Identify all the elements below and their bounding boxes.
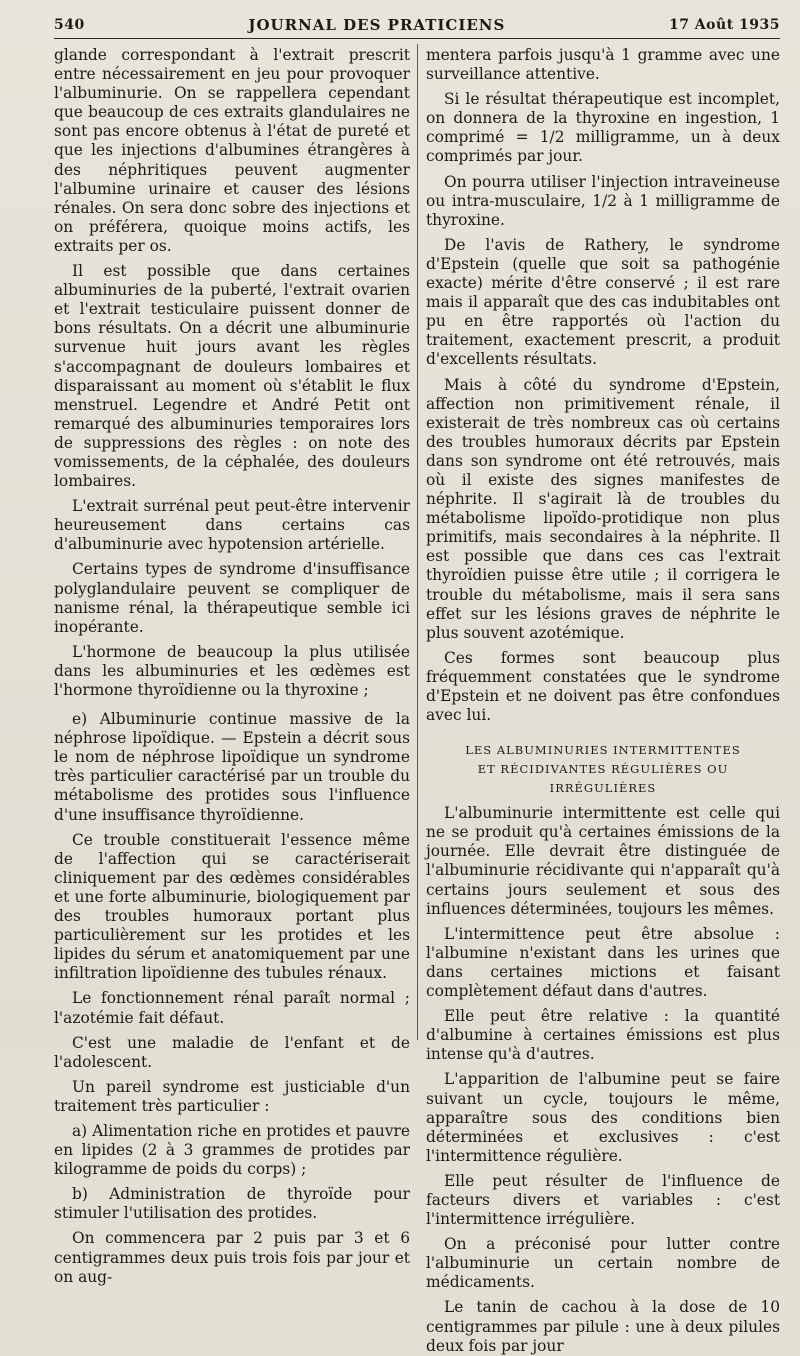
header-rule [54, 38, 780, 39]
paragraph: Si le résultat thérapeutique est incomplet, on donnera de la thyroxine en ingestion, 1 comprimé = 1/2 milligramme, un à deux comprimés par jour. [426, 90, 780, 166]
paragraph: On commencera par 2 puis par 3 et 6 centigrammes deux puis trois fois par jour et on aug- [54, 1229, 410, 1286]
paragraph: glande correspondant à l'extrait prescrit entre nécessairement en jeu pour provoquer l'albuminurie. On se rappellera cependant que beaucoup de ces extraits glandulaires ne sont pas encore obtenus à l'état de pureté et que les injections d'albumines étrangères à des néphritiques peuvent augmenter l'albumine urinaire et causer des lésions rénales. On sera donc sobre des injections et on préférera, quoique moins actifs, les extraits per os. [54, 46, 410, 255]
paragraph: De l'avis de Rathery, le syndrome d'Epstein (quelle que soit sa pathogénie exacte) mérite d'être conservé ; il est rare mais il apparaît que des cas indubitables ont pu en être rapportés où l'action du traitement, exactement prescrit, a produit d'excellents résultats. [426, 235, 780, 369]
right-column [426, 46, 780, 1355]
section-heading-line: ET RÉCIDIVANTES RÉGULIÈRES OU IRRÉGULIÈRES [477, 762, 729, 796]
list-item: a) Alimentation riche en protides et pauvre en lipides (2 à 3 grammes de protides par kilogramme de poids du corps) ; [54, 1121, 410, 1179]
paragraph: On pourra utiliser l'injection intraveineuse ou intra-musculaire, 1/2 à 1 milligramme de thyroxine. [426, 172, 780, 229]
paragraph: Ces formes sont beaucoup plus fréquemment constatées que le syndrome d'Epstein et ne doivent pas être confondues avec lui. [426, 648, 780, 725]
paragraph: mentera parfois jusqu'à 1 gramme avec une surveillance attentive. [426, 46, 780, 84]
left-column [54, 46, 410, 1286]
running-header [54, 14, 780, 36]
paragraph: Un pareil syndrome est justiciable d'un traitement très particulier : [54, 1077, 410, 1115]
paragraph: Elle peut être relative : la quantité d'albumine à certaines émissions est plus intense qu'à d'autres. [426, 1007, 780, 1064]
paragraph: L'hormone de beaucoup la plus utilisée dans les albuminuries et les œdèmes est l'hormone thyroïdienne ou la thyroxine ; [54, 642, 410, 699]
paragraph: Elle peut résulter de l'influence de facteurs divers et variables : c'est l'intermittence irrégulière. [426, 1171, 780, 1229]
paragraph: Il est possible que dans certaines albuminuries de la puberté, l'extrait ovarien et l'extrait testiculaire puissent donner de bons résultats. On a décrit une albuminurie survenue huit jours avant les règles s'accompagnant de douleurs lombaires et disparaissant au moment où s'établit le flux menstruel. Legendre et André Petit ont remarqué des albuminuries temporaires lors de suppressions des règles : on note des vomissements, de la céphalée, des douleurs lombaires. [54, 262, 410, 491]
paragraph: Le tanin de cachou à la dose de 10 centigrammes par pilule : une à deux pilules deux fois par jour [426, 1298, 780, 1355]
paragraph: Mais à côté du syndrome d'Epstein, affection non primitivement rénale, il existerait de très nombreux cas où certains des troubles humoraux décrits par Epstein dans son syndrome ont été retrouvés, mais où il existe des signes manifestes de néphrite. Il s'agirait là de troubles du métabolisme lipoïdo-protidique non plus primitifs, mais secondaires à la néphrite. Il est possible que dans ces cas l'extrait thyroïdien puisse être utile ; il corrigera le trouble du métabolisme, mais il sera sans effet sur les lésions graves de néphrite le plus souvent azotémique. [426, 375, 780, 642]
journal-title: JOURNAL DES PRATICIENS [248, 16, 506, 34]
paragraph: On a préconisé pour lutter contre l'albuminurie un certain nombre de médicaments. [426, 1235, 780, 1292]
paragraph: L'extrait surrénal peut peut-être intervenir heureusement dans certains cas d'albuminurie avec hypotension artérielle. [54, 497, 410, 554]
paragraph: L'intermittence peut être absolue : l'albumine n'existant dans les urines que dans certaines mictions et faisant complètement défaut dans d'autres. [426, 924, 780, 1001]
paragraph: L'apparition de l'albumine peut se faire suivant un cycle, toujours le même, apparaître sous des conditions bien déterminées et exclusives : c'est l'intermittence régulière. [426, 1070, 780, 1165]
issue-date: 17 Août 1935 [668, 17, 780, 33]
paragraph: Ce trouble constituerait l'essence même de l'affection qui se caractériserait cliniquement par des œdèmes considérables et une forte albuminurie, biologiquement par des troubles humoraux portant plus particulièrement sur les protides et les lipides du sérum et anatomiquement par une infiltration lipoïdienne des tubules rénaux. [54, 830, 410, 983]
paragraph: C'est une maladie de l'enfant et de l'adolescent. [54, 1033, 410, 1071]
list-item: b) Administration de thyroïde pour stimuler l'utilisation des protides. [54, 1185, 410, 1223]
paragraph: Certains types de syndrome d'insuffisance polyglandulaire peuvent se compliquer de nanisme rénal, la thérapeutique semble ici inopérante. [54, 560, 410, 636]
page-number: 540 [54, 17, 85, 33]
column-divider [417, 44, 418, 1040]
section-heading-line: LES ALBUMINURIES INTERMITTENTES [465, 743, 741, 758]
paragraph: Le fonctionnement rénal paraît normal ; l'azotémie fait défaut. [54, 989, 410, 1027]
subsection-paragraph: e) Albuminurie continue massive de la néphrose lipoïdique. — Epstein a décrit sous le nom de néphrose lipoïdique un syndrome très particulier caractérisé par un trouble du métabolisme des protides sous l'influence d'une insuffisance thyroïdienne. [54, 710, 410, 824]
paragraph: L'albuminurie intermittente est celle qui ne se produit qu'à certaines émissions de la journée. Elle devrait être distinguée de l'albuminurie récidivante qui n'apparaît qu'à certains jours seulement et sous des influences déterminées, toujours les mêmes. [426, 804, 780, 918]
section-heading [426, 741, 780, 798]
